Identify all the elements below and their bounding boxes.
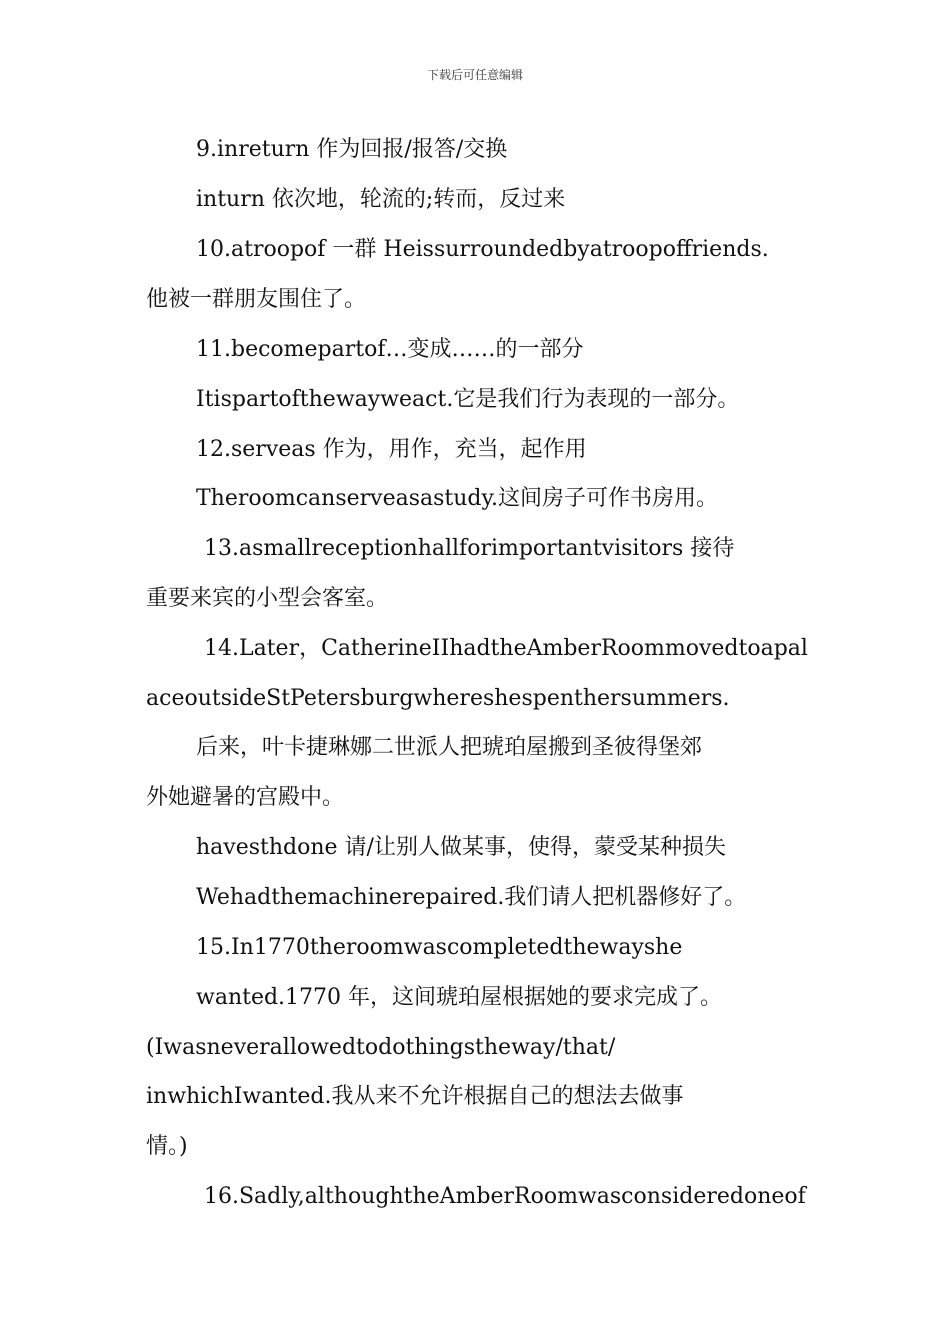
text-line: 12.serveas 作为，用作，充当，起作用 — [196, 437, 587, 462]
text-line: aceoutsideStPetersburgwhereshespenthersummers. — [146, 686, 730, 711]
text-line: 11.becomepartof…变成……的一部分 — [196, 337, 584, 362]
text-line: 16.Sadly,althoughtheAmberRoomwasconsideredoneof — [204, 1184, 806, 1209]
text-line: Wehadthemachinerepaired.我们请人把机器修好了。 — [196, 885, 747, 910]
text-line: Itispartofthewayweact.它是我们行为表现的一部分。 — [196, 387, 740, 412]
text-line: 14.Later，CatherineIIhadtheAmberRoommovedtoapal — [204, 636, 808, 661]
text-line: havesthdone 请/让别人做某事，使得，蒙受某种损失 — [196, 835, 726, 860]
text-line: wanted.1770 年，这间琥珀屋根据她的要求完成了。 — [196, 985, 723, 1010]
text-line: 外她避暑的宫殿中。 — [146, 785, 345, 810]
text-line: 15.In1770theroomwascompletedthewayshe — [196, 935, 683, 960]
text-line: 13.asmallreceptionhallforimportantvisitors 接待 — [204, 536, 735, 561]
text-line: 10.atroopof 一群 Heissurroundedbyatroopoffriends. — [196, 237, 769, 262]
text-line: 9.inreturn 作为回报/报答/交换 — [196, 137, 508, 162]
text-line: Theroomcanserveasastudy.这间房子可作书房用。 — [196, 486, 719, 511]
page-header: 下载后可任意编辑 — [426, 68, 523, 82]
text-line: 情。) — [146, 1134, 188, 1159]
text-line: 后来，叶卡捷琳娜二世派人把琥珀屋搬到圣彼得堡郊 — [196, 735, 703, 760]
text-line: 重要来宾的小型会客室。 — [146, 586, 389, 611]
text-line: (Iwasneverallowedtodothingstheway/that/ — [146, 1035, 616, 1060]
text-line: 他被一群朋友围住了。 — [146, 287, 367, 312]
text-line: inwhichIwanted.我从来不允许根据自己的想法去做事 — [146, 1084, 684, 1109]
text-line: inturn 依次地，轮流的;转而，反过来 — [196, 187, 566, 212]
